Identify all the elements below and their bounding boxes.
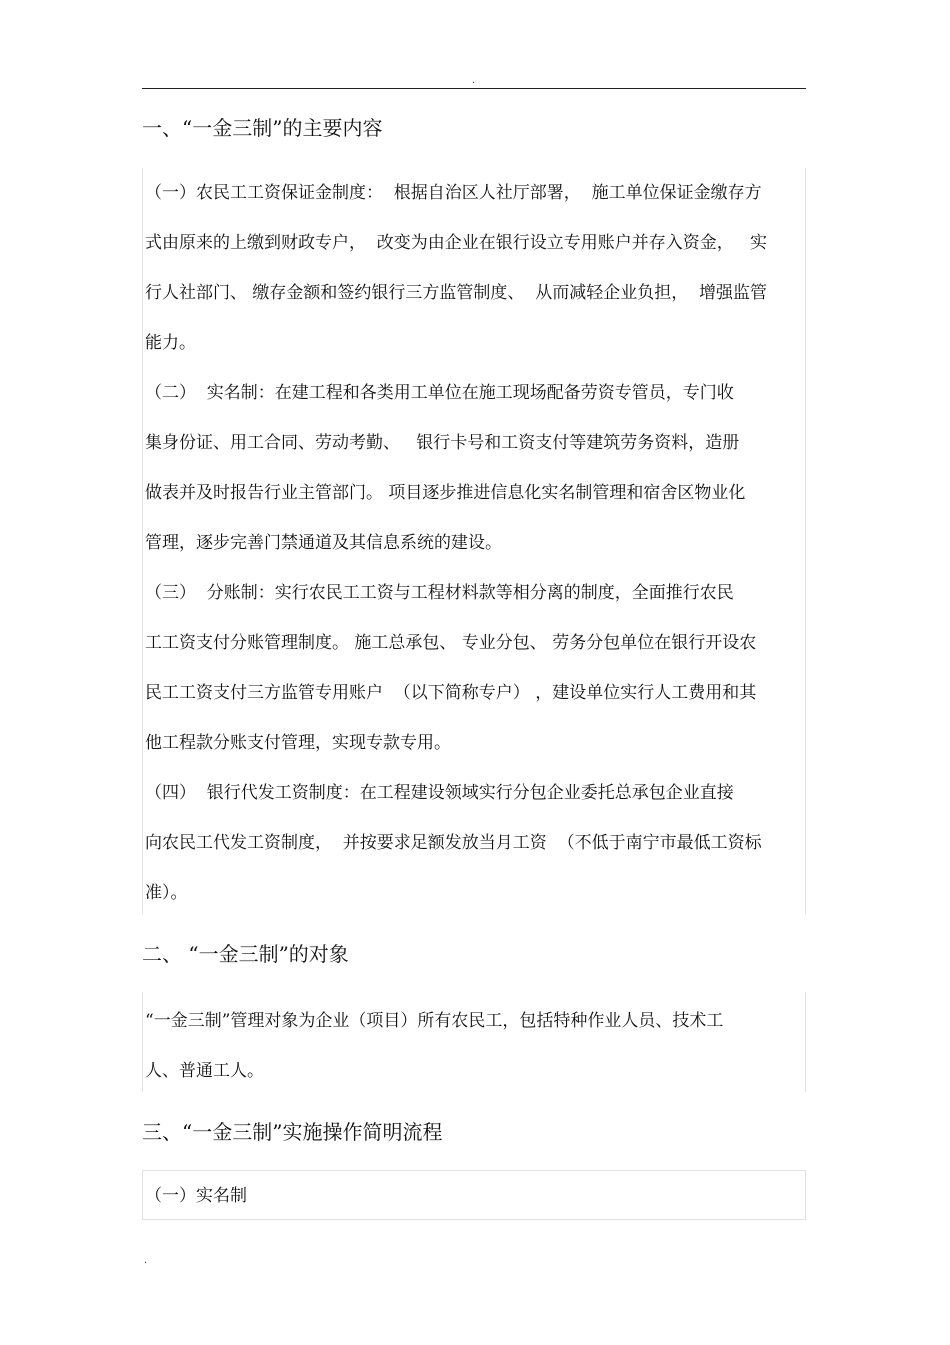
paragraph-line: 式由原来的上缴到财政专户， 改变为由企业在银行设立专用账户并存入资金， 实: [145, 233, 768, 253]
paragraph-line: 民工工资支付三方监管专用账户 （以下简称专户） ，建设单位实行人工费用和其: [145, 683, 757, 703]
paragraph-line: 行人社部门、 缴存金额和签约银行三方监管制度、 从而减轻企业负担， 增强监管: [145, 283, 768, 303]
paragraph-line: 能力。: [145, 333, 196, 353]
section-3-body: [142, 1170, 806, 1220]
paragraph-line: 集身份证、用工合同、劳动考勤、 银行卡号和工资支付等建筑劳务资料，造册: [145, 433, 740, 453]
paragraph-line: “一金三制”管理对象为企业（项目）所有农民工，包括特种作业人员、技术工: [145, 1011, 724, 1031]
paragraph-line: 人、普通工人。: [145, 1061, 264, 1081]
paragraph-line: 工工资支付分账管理制度。 施工总承包、 专业分包、 劳务分包单位在银行开设农: [145, 633, 757, 653]
header-mark: .: [472, 75, 476, 86]
paragraph-line: （三） 分账制：实行农民工工资与工程材料款等相分离的制度，全面推行农民: [145, 583, 734, 603]
paragraph-line: （四） 银行代发工资制度：在工程建设领域实行分包企业委托总承包企业直接: [145, 783, 734, 803]
paragraph-line: 准）。: [145, 883, 188, 903]
paragraph-line: 向农民工代发工资制度， 并按要求足额发放当月工资 （不低于南宁市最低工资标: [145, 833, 762, 853]
paragraph-line: （二） 实名制：在建工程和各类用工单位在施工现场配备劳资专管员，专门收: [145, 383, 734, 403]
paragraph-line: 管理，逐步完善门禁通道及其信息系统的建设。: [145, 533, 502, 553]
section-heading-3: 三、“一金三制”实施操作简明流程: [142, 1120, 443, 1144]
paragraph-line: （一）实名制: [145, 1186, 247, 1206]
paragraph-line: 做表并及时报告行业主管部门。 项目逐步推进信息化实名制管理和宿舍区物业化: [145, 483, 746, 503]
footer-mark: .: [144, 1255, 148, 1266]
section-1-body: [142, 168, 806, 914]
section-heading-2: 二、 “一金三制”的对象: [142, 942, 349, 966]
section-heading-1: 一、“一金三制”的主要内容: [142, 116, 383, 140]
section-2-body: [142, 992, 806, 1092]
paragraph-line: 他工程款分账支付管理，实现专款专用。: [145, 733, 451, 753]
header-rule: [142, 88, 806, 89]
paragraph-line: （一）农民工工资保证金制度： 根据自治区人社厅部署， 施工单位保证金缴存方: [145, 183, 762, 203]
